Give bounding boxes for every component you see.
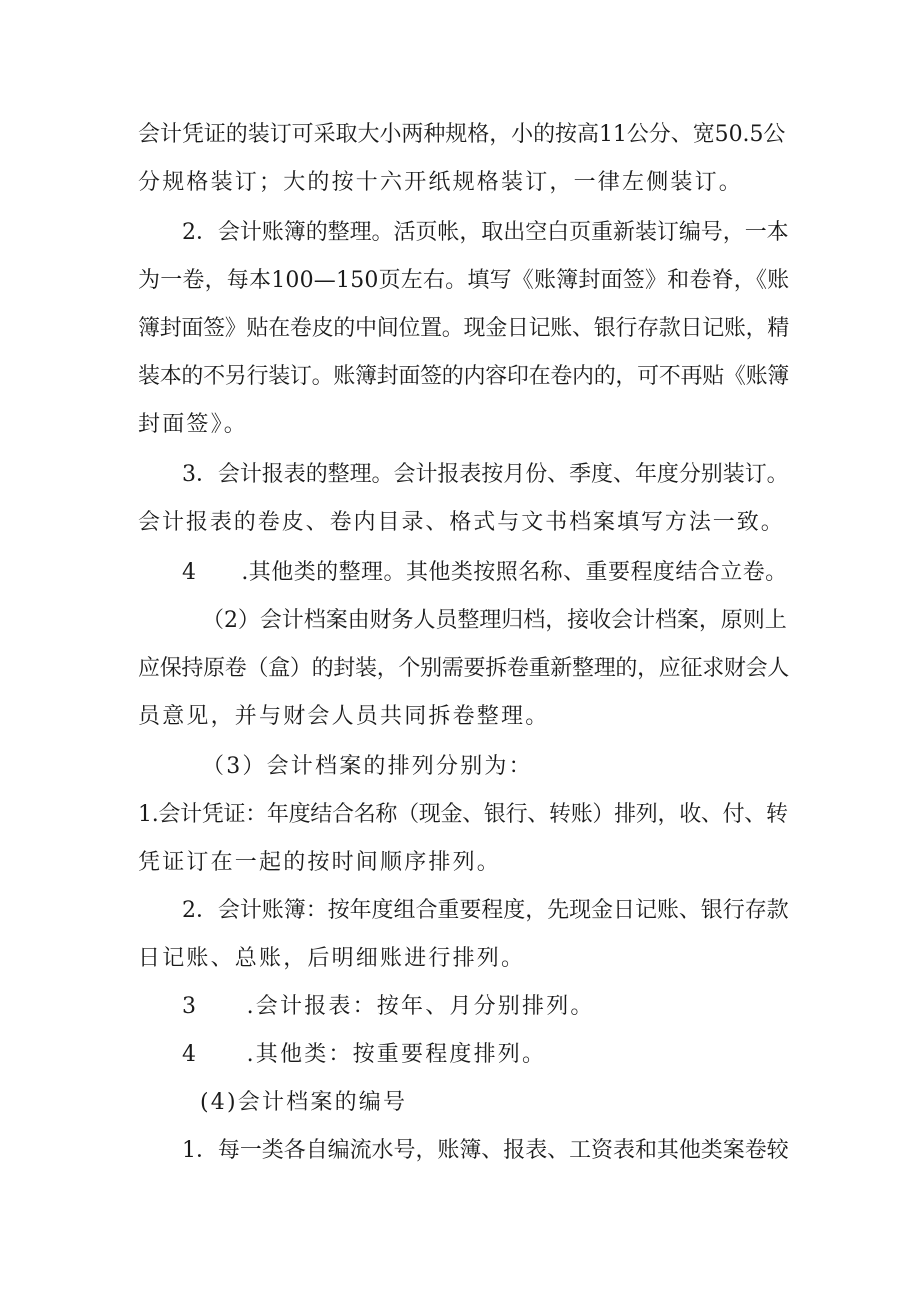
text-line-5: 簿封面签》贴在卷皮的中间位置。现金日记账、银行存款日记账，精 [138, 316, 790, 341]
text-line-4: 为一卷，每本100—150页左右。填写《账簿封面签》和卷脊，《账 [138, 268, 790, 293]
text-line-1: 会计凭证的装订可采取大小两种规格，小的按高11公分、宽50.5公 [138, 122, 786, 147]
text-line-15: 1.会计凭证：年度结合名称（现金、银行、转账）排列，收、付、转 [138, 802, 788, 827]
text-line-3: 2．会计账簿的整理。活页帐，取出空白页重新装订编号，一本 [182, 220, 789, 245]
text-line-10: 4 .其他类的整理。其他类按照名称、重要程度结合立卷。 [182, 560, 788, 585]
text-line-6: 装本的不另行装订。账簿封面签的内容印在卷内的，可不再贴《账簿 [138, 364, 790, 389]
text-line-19: 3 .会计报表：按年、月分别排列。 [182, 994, 595, 1019]
text-line-20: 4 .其他类：按重要程度排列。 [182, 1042, 547, 1067]
text-line-18: 日记账、总账，后明细账进行排列。 [138, 946, 526, 971]
text-line-21: (4)会计档案的编号 [200, 1090, 408, 1115]
text-line-8: 3．会计报表的整理。会计报表按月份、季度、年度分别装订。 [182, 462, 789, 487]
text-line-13: 员意见，并与财会人员共同拆卷整理。 [138, 704, 550, 729]
text-line-7: 封面签》。 [138, 412, 249, 437]
text-line-17: 2．会计账簿：按年度组合重要程度，先现金日记账、银行存款 [182, 898, 789, 923]
text-line-22: 1．每一类各自编流水号，账簿、报表、工资表和其他类案卷较 [182, 1138, 789, 1163]
text-line-12: 应保持原卷（盒）的封装，个别需要拆卷重新整理的，应征求财会人 [138, 656, 790, 681]
text-line-9: 会计报表的卷皮、卷内目录、格式与文书档案填写方法一致。 [138, 510, 785, 535]
text-line-16: 凭证订在一起的按时间顺序排列。 [138, 850, 502, 875]
text-line-2: 分规格装订；大的按十六开纸规格装订，一律左侧装订。 [138, 170, 744, 195]
text-line-14: （3）会计档案的排列分别为： [202, 754, 533, 779]
text-line-11: （2）会计档案由财务人员整理归档，接收会计档案，原则上 [202, 608, 787, 633]
